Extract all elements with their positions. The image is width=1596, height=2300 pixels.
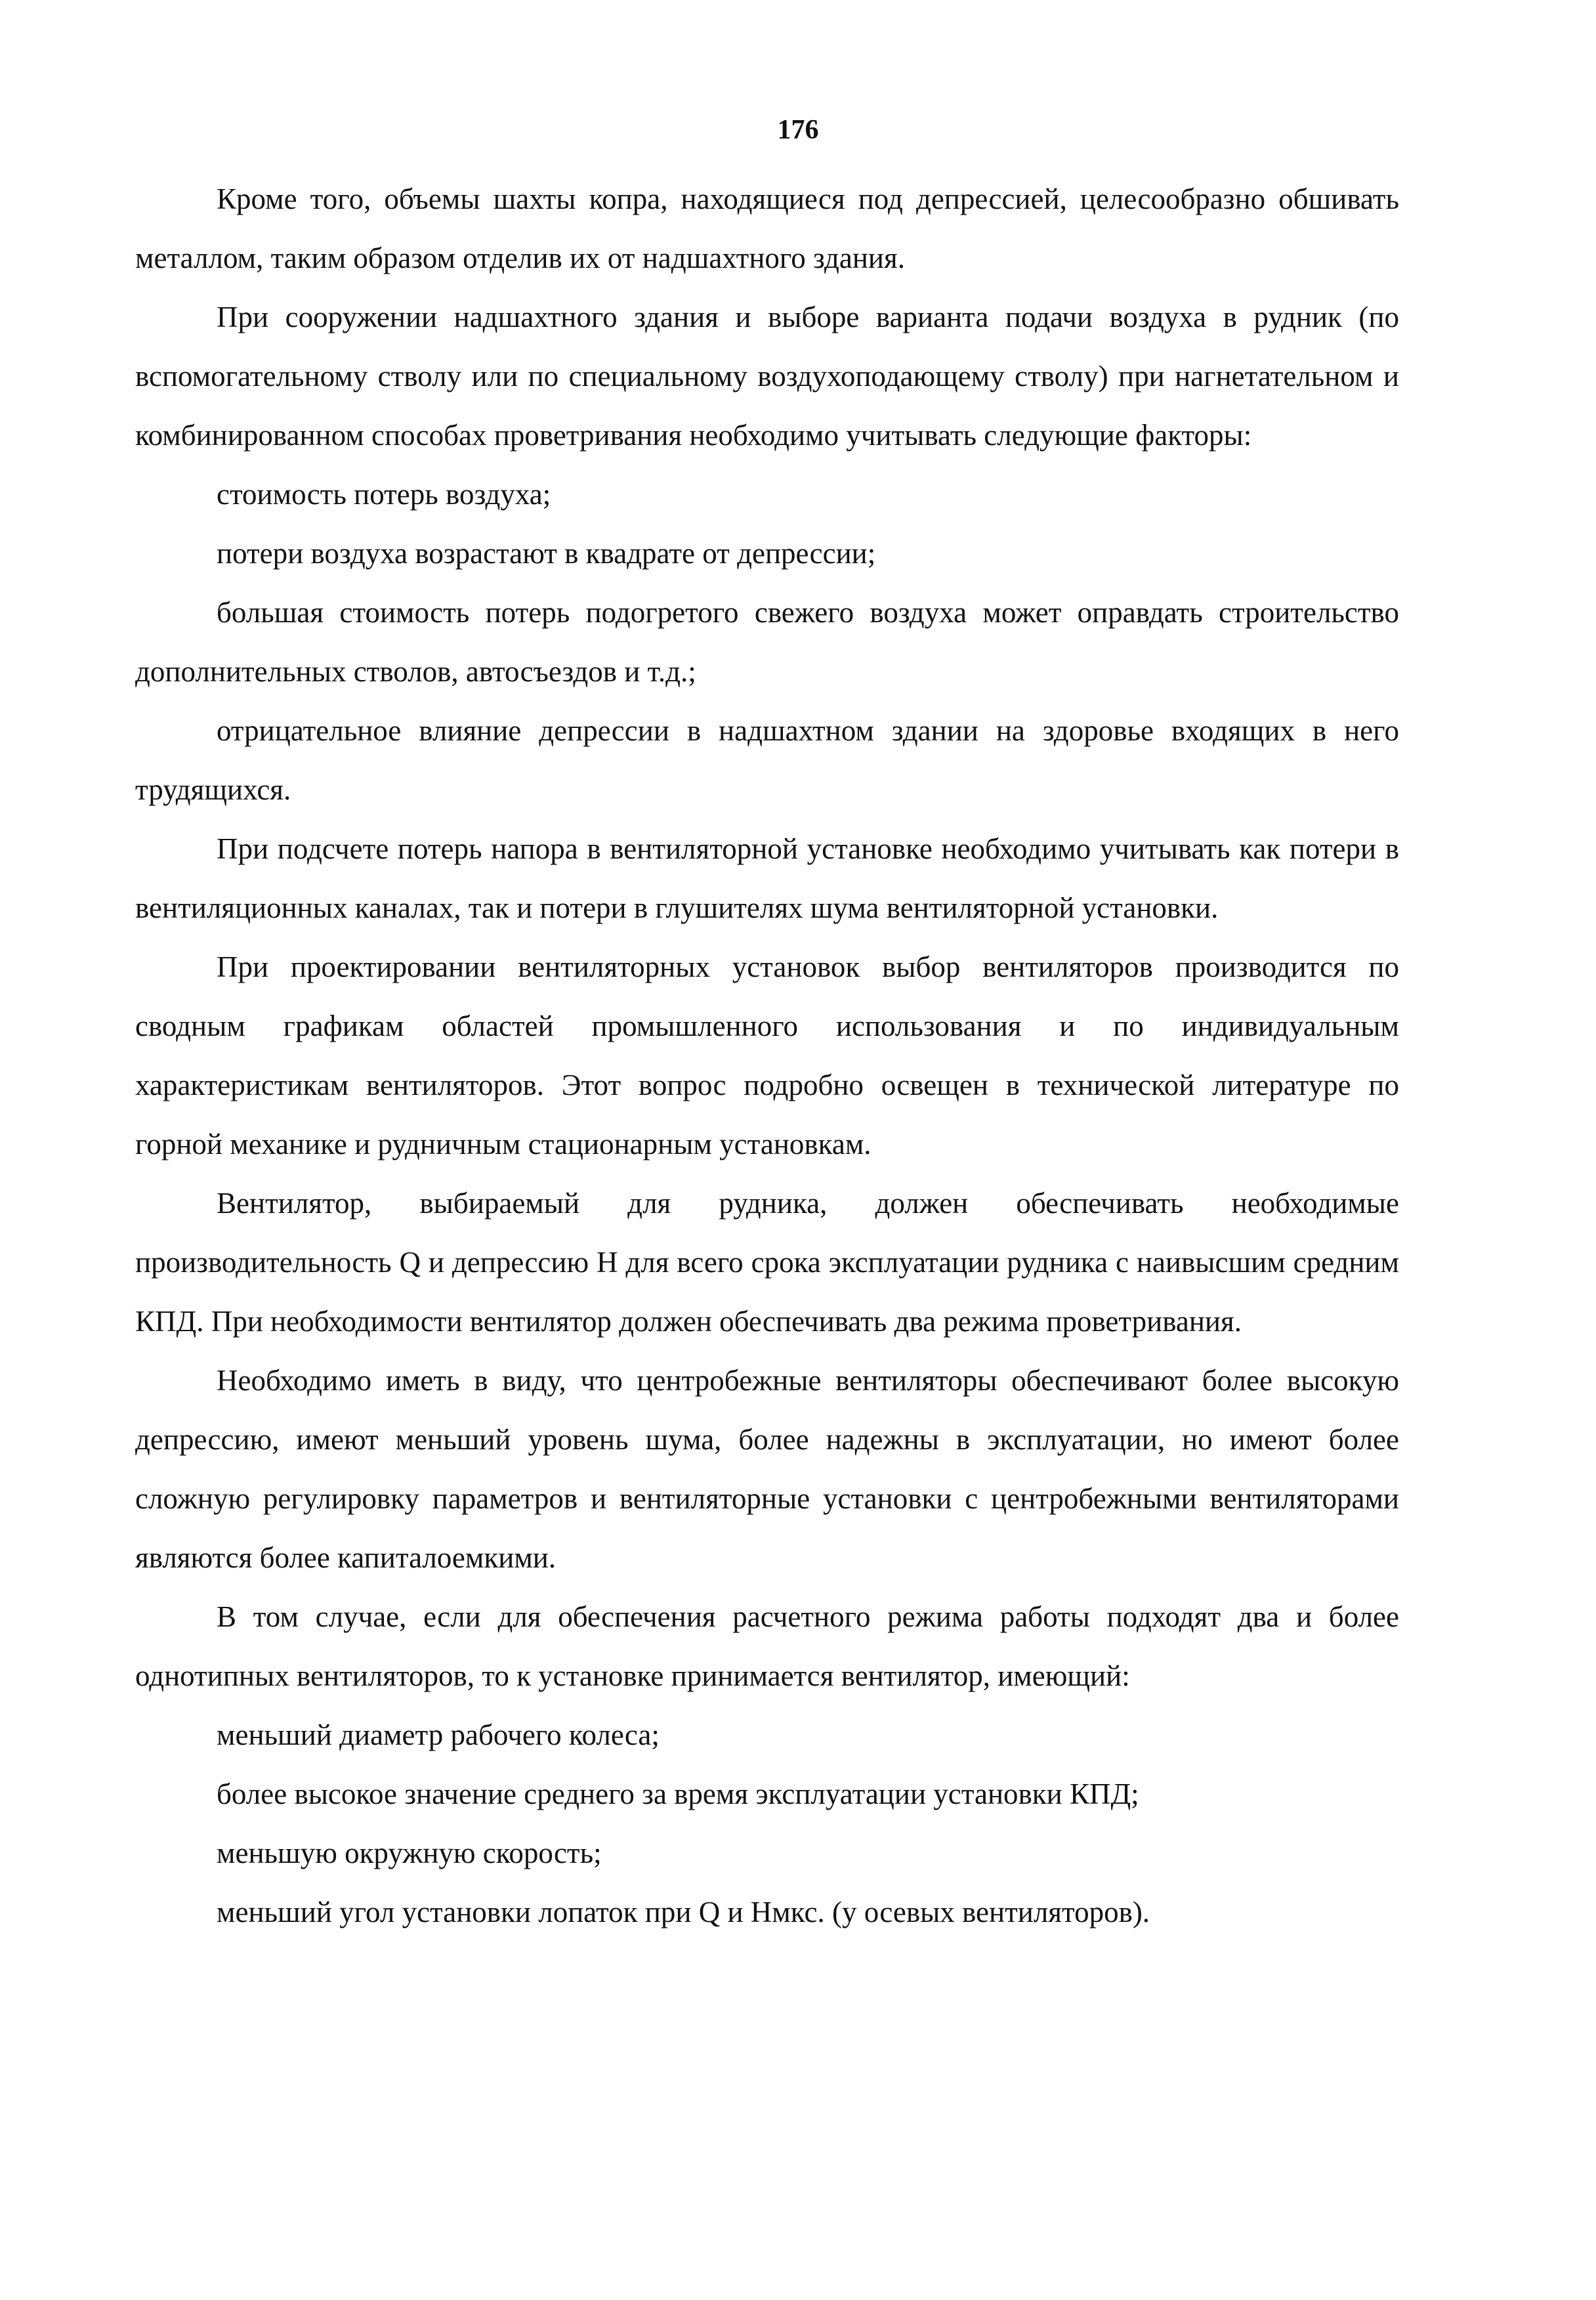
paragraph: При сооружении надшахтного здания и выборе варианта подачи воздуха в рудник (по вспомогательному стволу или по специальному воздухоподающему стволу) при нагнетательном и комбинированном способах проветривания необходимо учитывать следующие факторы:	[135, 301, 1399, 452]
page-body	[135, 169, 1399, 1942]
list-item: меньшую окружную скорость;	[217, 1837, 602, 1869]
list-item: меньший диаметр рабочего колеса;	[217, 1718, 660, 1751]
paragraph: В том случае, если для обеспечения расчетного режима работы подходят два и более однотипных вентиляторов, то к установке принимается вентилятор, имеющий:	[135, 1600, 1399, 1692]
paragraph: Кроме того, объемы шахты копра, находящиеся под депрессией, целесообразно обшивать металлом, таким образом отделив их от надшахтного здания.	[135, 182, 1399, 274]
list-item: более высокое значение среднего за время эксплуатации установки КПД;	[217, 1778, 1139, 1810]
paragraph: Вентилятор, выбираемый для рудника, должен обеспечивать необходимые производительность Q и депрессию H для всего срока эксплуатации рудника с наивысшим средним КПД. При необходимости вентилятор должен обеспечивать два режима проветривания.	[135, 1187, 1399, 1338]
list-item: большая стоимость потерь подогретого свежего воздуха может оправдать строительство дополнительных стволов, автосъездов и т.д.;	[135, 596, 1399, 688]
list-item: меньший угол установки лопаток при Q и Нмкс. (у осевых вентиляторов).	[217, 1896, 1150, 1928]
page-number: 176	[777, 115, 819, 145]
list-item: отрицательное влияние депрессии в надшахтном здании на здоровье входящих в него трудящихся.	[135, 714, 1399, 806]
paragraph: При проектировании вентиляторных установок выбор вентиляторов производится по сводным графикам областей промышленного использования и по индивидуальным характеристикам вентиляторов. Этот вопрос подробно освещен в технической литературе по горной механике и рудничным стационарным установкам.	[135, 950, 1399, 1161]
list-item: стоимость потерь воздуха;	[217, 478, 551, 511]
paragraph: При подсчете потерь напора в вентиляторной установке необходимо учитывать как потери в вентиляционных каналах, так и потери в глушителях шума вентиляторной установки.	[135, 832, 1399, 924]
paragraph: Необходимо иметь в виду, что центробежные вентиляторы обеспечивают более высокую депрессию, имеют меньший уровень шума, более надежны в эксплуатации, но имеют более сложную регулировку параметров и вентиляторные установки с центробежными вентиляторами являются более капиталоемкими.	[135, 1364, 1399, 1574]
list-item: потери воздуха возрастают в квадрате от депрессии;	[217, 537, 876, 570]
